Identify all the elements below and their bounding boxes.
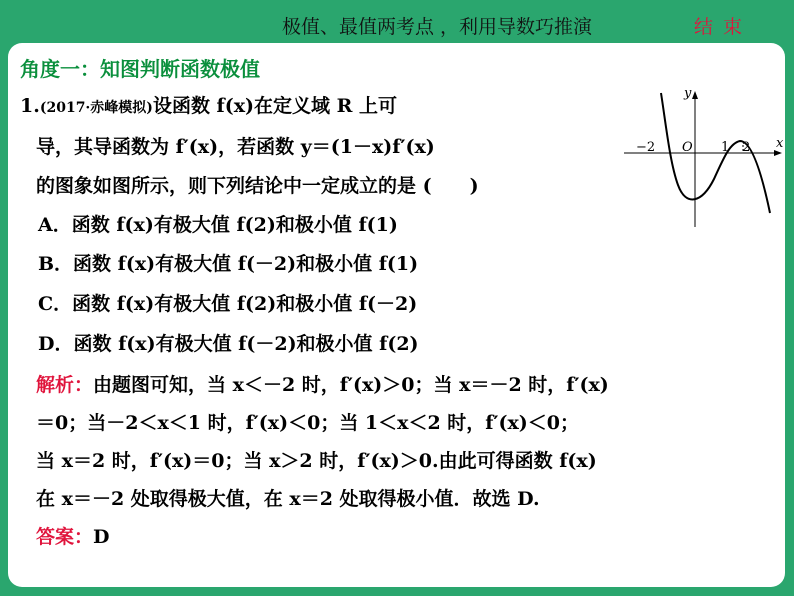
tick-label-2: 2 — [742, 140, 751, 155]
question-number: 1. — [20, 95, 40, 117]
option-c[interactable]: C．函数 f(x)有极大值 f(2)和极小值 f(－2) — [38, 293, 418, 315]
x-axis-label: x — [776, 136, 784, 151]
tick-label-1: 1 — [721, 140, 730, 155]
analysis-text-1: 由题图可知，当 x＜－2 时，f′(x)＞0；当 x＝－2 时，f′(x) — [93, 374, 609, 396]
answer-label: 答案： — [36, 526, 94, 548]
analysis-line-1 — [36, 370, 609, 397]
option-a[interactable]: A．函数 f(x)有极大值 f(2)和极小值 f(1) — [38, 214, 398, 236]
question-line-3: 的图象如图所示，则下列结论中一定成立的是 ( ) — [36, 175, 479, 197]
answer-value: D — [93, 526, 110, 548]
lesson-title: 极值、最值两考点 ，利用导数巧推演 — [282, 16, 593, 38]
tick-label-neg2: −2 — [636, 140, 656, 155]
option-d[interactable]: D．函数 f(x)有极大值 f(－2)和极小值 f(2) — [38, 333, 419, 355]
answer-line — [36, 522, 110, 549]
content-panel — [8, 43, 785, 587]
analysis-line-4: 在 x＝－2 处取得极大值，在 x＝2 处取得极小值．故选 D. — [36, 488, 540, 510]
analysis-label: 解析： — [36, 374, 94, 396]
y-axis-arrow-icon — [692, 91, 698, 99]
question-source: (2017·赤峰模拟) — [39, 100, 153, 116]
section-heading: 角度一：知图判断函数极值 — [20, 57, 260, 81]
question-line-2: 导，其导函数为 f′(x)，若函数 y＝(1－x)f′(x) — [36, 136, 435, 158]
y-axis-label: y — [684, 86, 692, 101]
question-text-1: 设函数 f(x)在定义域 R 上可 — [152, 95, 398, 117]
function-graph — [618, 85, 788, 237]
analysis-line-3: 当 x＝2 时，f′(x)＝0；当 x＞2 时，f′(x)＞0.由此可得函数 f(x) — [36, 450, 597, 472]
analysis-line-2: ＝0；当－2＜x＜1 时，f′(x)＜0；当 1＜x＜2 时，f′(x)＜0； — [36, 412, 580, 434]
question-line-1 — [20, 91, 397, 118]
origin-label: O — [682, 140, 693, 155]
top-bar — [0, 0, 794, 42]
end-button[interactable]: 结束 — [694, 16, 753, 38]
option-b[interactable]: B．函数 f(x)有极大值 f(－2)和极小值 f(1) — [38, 253, 419, 275]
